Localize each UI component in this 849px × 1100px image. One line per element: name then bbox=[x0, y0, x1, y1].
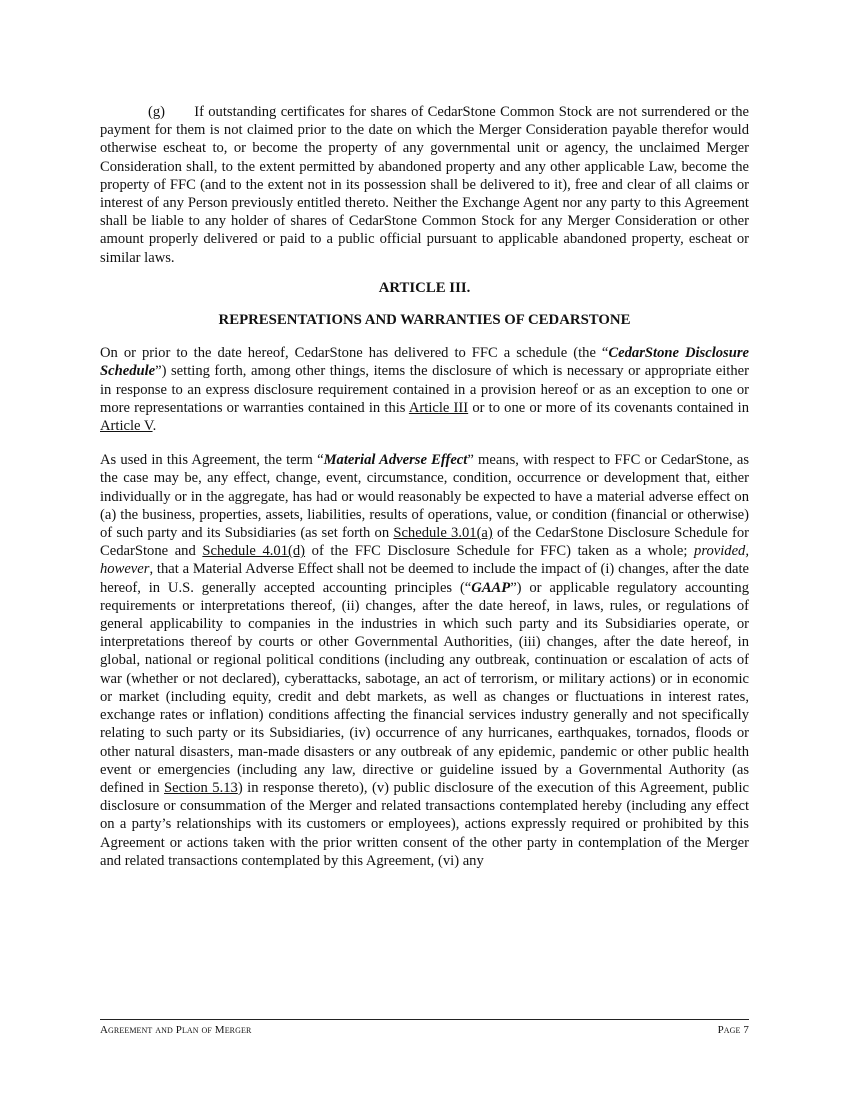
defined-term-material-adverse-effect: Material Adverse Effect bbox=[323, 452, 468, 469]
text-run: ) in response thereto), (v) public disclosure of the execution of this Agreement, public disclosure or consummation of the Merger and related transactions contemplated hereby (including any effect on a party’s relationships with its customers or employees), actions expressly required or prohibited by this Agreement or actions taken with the prior written consent of the other party in contemplation of the Merger and related transactions contemplated by this Agreement, (vi) any bbox=[100, 779, 749, 869]
text-run: or to one or more of its covenants contained in bbox=[468, 399, 749, 416]
defined-term-gaap: GAAP bbox=[471, 579, 511, 596]
text-run: of the FFC Disclosure Schedule for FFC) taken as a whole; bbox=[305, 543, 695, 560]
cross-reference-article-v: Article V bbox=[100, 418, 153, 435]
text-run: of the CedarStone Disclosure Schedule for CedarStone and bbox=[100, 525, 749, 560]
text-run: ” means, with respect to FFC or CedarStone, as the case may be, any effect, change, event, circumstance, condition, occurrence or development that, either individually or in the aggregate, has had or would reasonably be expected to have a material adverse effect on (a) the business, properties, assets, liabilities, results of operations, value, or condition (financial or otherwise) of such party and its Subsidiaries (as set forth on bbox=[100, 452, 750, 542]
page-body bbox=[100, 103, 749, 870]
text-run: ”) or applicable regulatory accounting requirements or interpretations thereof, (ii) changes, after the date hereof, in laws, rules, or regulations of general applicability to companies in the industries in which such party and its Subsidiaries operate, or interpretations thereof by courts or other Governmental Authorities, (iii) changes, after the date hereof, in global, national or regional political conditions (including any outbreak, continuation or escalation of acts of war (whether or not declared), cyberattacks, sabotage, an act of terrorism, or military actions) or in economic or market (including equity, credit and debt markets, as well as changes or fluctuations in interest rates, exchange rates or inflation) conditions affecting the financial services industry generally and not specifically relating to such party or its Subsidiaries, (iv) occurrence of any hurricanes, earthquakes, tornados, floods or other natural disasters, man-made disasters or any outbreak of any epidemic, pandemic or other public health event or emergencies (including any law, directive or guideline issued by a Governmental Authority (as defined in bbox=[100, 579, 749, 796]
paragraph-g: (g) If outstanding certificates for shares of CedarStone Common Stock are not surrendered or the payment for them is not claimed prior to the date on which the Merger Consideration payable therefor would otherwise escheat to, or become the property of any governmental unit or agency, the unclaimed Merger Consideration shall, to the extent permitted by abandoned property and any other applicable Law, become the property of FFC (and to the extent not in its possession shall be delivered to it), free and clear of all claims or interest of any Person previously entitled thereto. Neither the Exchange Agent nor any party to this Agreement shall be liable to any holder of shares of CedarStone Common Stock for any Merger Consideration or other amount properly delivered or paid to a public official pursuant to applicable abandoned property, escheat or similar laws. bbox=[100, 104, 749, 266]
defined-term-disclosure-schedule: CedarStone Disclosure Schedule bbox=[100, 345, 750, 380]
cross-reference-section-5-13: Section 5.13 bbox=[164, 779, 238, 796]
text-run: . bbox=[152, 418, 157, 435]
material-adverse-effect-paragraph bbox=[100, 451, 749, 870]
text-run: , that a Material Adverse Effect shall not be deemed to include the impact of (i) changes, after the date hereof, in U.S. generally accepted accounting principles (“ bbox=[100, 561, 749, 596]
footer-page-number: Page 7 bbox=[717, 1024, 749, 1036]
article-title: REPRESENTATIONS AND WARRANTIES OF CEDARSTONE bbox=[218, 312, 631, 329]
proviso-text: provided, however bbox=[100, 543, 749, 578]
cross-reference-schedule-3-01a: Schedule 3.01(a) bbox=[393, 525, 493, 542]
cross-reference-schedule-4-01d: Schedule 4.01(d) bbox=[202, 543, 306, 560]
footer-document-title: Agreement and Plan of Merger bbox=[100, 1024, 252, 1036]
text-run: On or prior to the date hereof, CedarStone has delivered to FFC a schedule (the “ bbox=[100, 345, 609, 362]
cross-reference-article-iii: Article III bbox=[408, 399, 469, 416]
page-footer bbox=[100, 1019, 749, 1037]
article-heading: ARTICLE III. bbox=[378, 279, 471, 296]
disclosure-schedule-paragraph bbox=[100, 344, 749, 435]
text-run: ”) setting forth, among other things, items the disclosure of which is necessary or appropriate either in response to an express disclosure requirement contained in a provision hereof or as an exception to one or more representations or warranties contained in this bbox=[100, 363, 749, 416]
text-run: As used in this Agreement, the term “ bbox=[100, 452, 324, 469]
